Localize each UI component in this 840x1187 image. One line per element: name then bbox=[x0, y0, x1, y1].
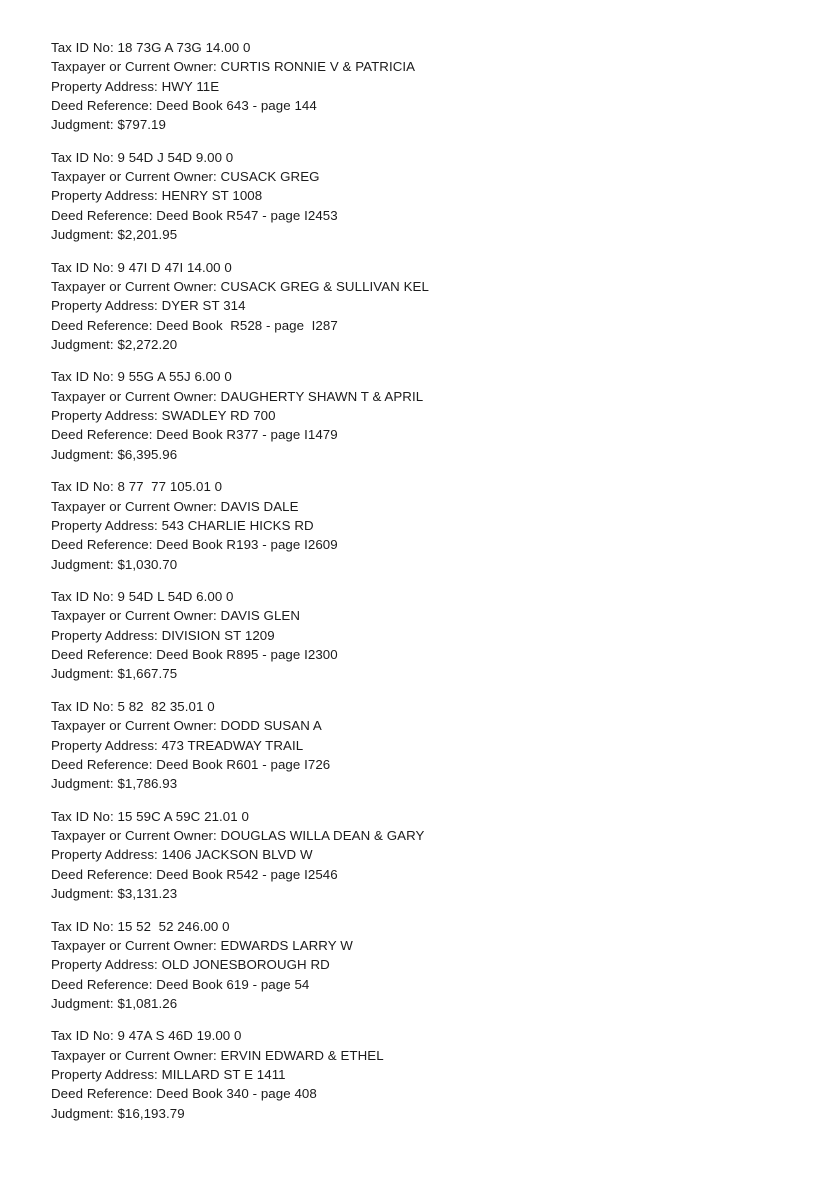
judgment-line: Judgment: $1,786.93 bbox=[51, 776, 178, 792]
taxpayer-line: Taxpayer or Current Owner: CURTIS RONNIE V & PATRICIA bbox=[51, 59, 416, 75]
deed-reference-line: Deed Reference: Deed Book 619 - page 54 bbox=[51, 976, 310, 992]
property-record bbox=[51, 807, 800, 904]
tax-id-line: Tax ID No: 9 54D L 54D 6.00 0 bbox=[51, 589, 234, 605]
taxpayer-line: Taxpayer or Current Owner: DOUGLAS WILLA DEAN & GARY bbox=[51, 828, 425, 844]
property-address-line: Property Address: 543 CHARLIE HICKS RD bbox=[51, 517, 314, 533]
taxpayer-line: Taxpayer or Current Owner: CUSACK GREG & SULLIVAN KEL bbox=[51, 278, 429, 294]
property-record bbox=[51, 697, 800, 794]
property-record bbox=[51, 477, 800, 574]
property-address-line: Property Address: DIVISION ST 1209 bbox=[51, 627, 275, 643]
property-address-line: Property Address: 473 TREADWAY TRAIL bbox=[51, 737, 304, 753]
property-address-line: Property Address: HWY 11E bbox=[51, 78, 220, 94]
property-address-line: Property Address: OLD JONESBOROUGH RD bbox=[51, 957, 330, 973]
property-record bbox=[51, 38, 800, 135]
judgment-line: Judgment: $16,193.79 bbox=[51, 1105, 185, 1121]
tax-id-line: Tax ID No: 9 55G A 55J 6.00 0 bbox=[51, 369, 232, 385]
judgment-line: Judgment: $797.19 bbox=[51, 117, 166, 133]
taxpayer-line: Taxpayer or Current Owner: DAVIS GLEN bbox=[51, 608, 301, 624]
taxpayer-line: Taxpayer or Current Owner: ERVIN EDWARD & ETHEL bbox=[51, 1047, 384, 1063]
tax-id-line: Tax ID No: 18 73G A 73G 14.00 0 bbox=[51, 40, 251, 55]
property-record bbox=[51, 1026, 800, 1123]
deed-reference-line: Deed Reference: Deed Book R601 - page I726 bbox=[51, 756, 331, 772]
property-address-line: Property Address: SWADLEY RD 700 bbox=[51, 408, 276, 424]
tax-id-line: Tax ID No: 9 47A S 46D 19.00 0 bbox=[51, 1028, 242, 1044]
judgment-line: Judgment: $2,272.20 bbox=[51, 336, 178, 352]
property-record bbox=[51, 917, 800, 1014]
judgment-line: Judgment: $1,081.26 bbox=[51, 995, 178, 1011]
deed-reference-line: Deed Reference: Deed Book R528 - page I287 bbox=[51, 317, 338, 333]
deed-reference-line: Deed Reference: Deed Book R547 - page I2453 bbox=[51, 207, 338, 223]
tax-id-line: Tax ID No: 9 54D J 54D 9.00 0 bbox=[51, 149, 234, 165]
deed-reference-line: Deed Reference: Deed Book R377 - page I1479 bbox=[51, 427, 338, 443]
tax-id-line: Tax ID No: 9 47I D 47I 14.00 0 bbox=[51, 259, 232, 275]
taxpayer-line: Taxpayer or Current Owner: DAUGHERTY SHAWN T & APRIL bbox=[51, 388, 424, 404]
judgment-line: Judgment: $2,201.95 bbox=[51, 227, 178, 243]
judgment-line: Judgment: $3,131.23 bbox=[51, 886, 178, 902]
deed-reference-line: Deed Reference: Deed Book R895 - page I2300 bbox=[51, 647, 338, 663]
judgment-line: Judgment: $1,667.75 bbox=[51, 666, 178, 682]
property-address-line: Property Address: HENRY ST 1008 bbox=[51, 188, 263, 204]
tax-id-line: Tax ID No: 15 59C A 59C 21.01 0 bbox=[51, 808, 249, 824]
property-record bbox=[51, 148, 800, 245]
judgment-line: Judgment: $6,395.96 bbox=[51, 446, 178, 462]
taxpayer-line: Taxpayer or Current Owner: DAVIS DALE bbox=[51, 498, 299, 514]
property-record bbox=[51, 258, 800, 355]
property-address-line: Property Address: 1406 JACKSON BLVD W bbox=[51, 847, 313, 863]
property-address-line: Property Address: MILLARD ST E 1411 bbox=[51, 1067, 286, 1083]
property-record bbox=[51, 367, 800, 464]
deed-reference-line: Deed Reference: Deed Book R542 - page I2546 bbox=[51, 866, 338, 882]
property-address-line: Property Address: DYER ST 314 bbox=[51, 298, 246, 314]
taxpayer-line: Taxpayer or Current Owner: DODD SUSAN A bbox=[51, 718, 322, 734]
property-record-list bbox=[51, 38, 800, 1123]
tax-id-line: Tax ID No: 5 82 82 35.01 0 bbox=[51, 698, 215, 714]
property-record bbox=[51, 587, 800, 684]
taxpayer-line: Taxpayer or Current Owner: EDWARDS LARRY W bbox=[51, 937, 353, 953]
tax-id-line: Tax ID No: 8 77 77 105.01 0 bbox=[51, 479, 223, 495]
tax-id-line: Tax ID No: 15 52 52 246.00 0 bbox=[51, 918, 230, 934]
deed-reference-line: Deed Reference: Deed Book 340 - page 408 bbox=[51, 1086, 317, 1102]
judgment-line: Judgment: $1,030.70 bbox=[51, 556, 178, 572]
deed-reference-line: Deed Reference: Deed Book 643 - page 144 bbox=[51, 97, 317, 113]
deed-reference-line: Deed Reference: Deed Book R193 - page I2609 bbox=[51, 537, 338, 553]
taxpayer-line: Taxpayer or Current Owner: CUSACK GREG bbox=[51, 169, 320, 185]
